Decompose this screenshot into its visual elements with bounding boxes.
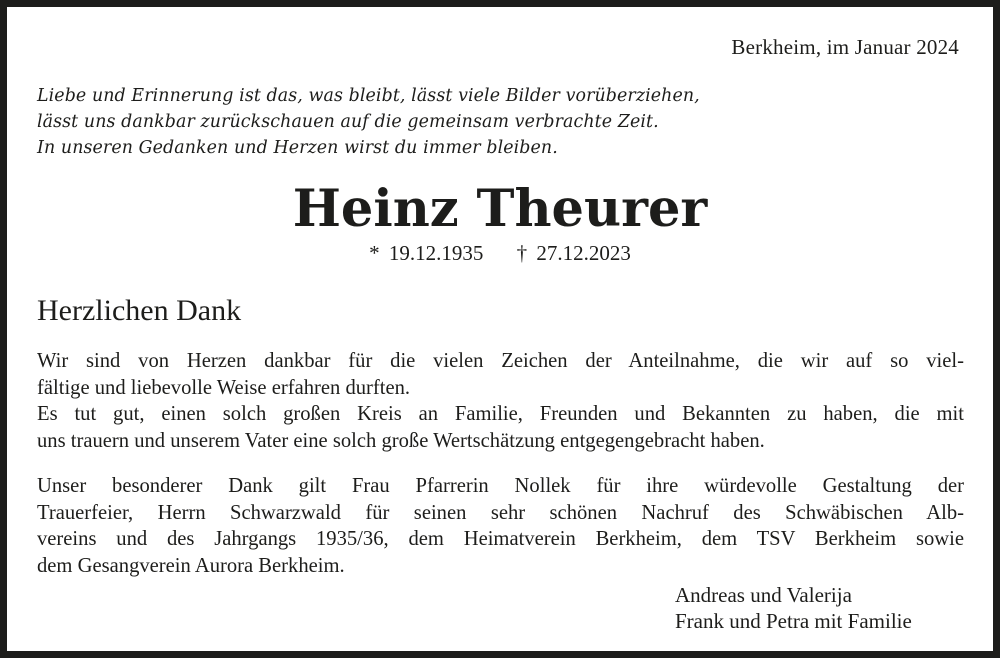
paragraph-line: Unser besonderer Dank gilt Frau Pfarrerin Nollek für ihre würdevolle Gestaltung der <box>37 475 964 497</box>
poem-line: In unseren Gedanken und Herzen wirst du immer bleiben. <box>37 138 558 158</box>
poem-line: Liebe und Erinnerung ist das, was bleibt, lässt viele Bilder vorüberziehen, <box>37 86 700 106</box>
poem-line: lässt uns dankbar zurückschauen auf die gemeinsam verbrachte Zeit. <box>37 112 659 132</box>
paragraph-line: dem Gesangverein Aurora Berkheim. <box>37 554 345 577</box>
paragraph-line: uns trauern und unserem Vater eine solch große Wertschätzung entgegengebracht haben. <box>37 429 765 452</box>
paragraph-line: Trauerfeier, Herrn Schwarzwald für seinen sehr schönen Nachruf des Schwäbischen Alb- <box>37 501 964 524</box>
thanks-heading: Herzlichen Dank <box>37 294 242 327</box>
memorial-poem <box>37 83 700 161</box>
paragraph-line: Es tut gut, einen solch großen Kreis an Familie, Freunden und Bekannten zu haben, die mit <box>37 403 964 425</box>
life-dates <box>7 241 993 266</box>
place-date: Berkheim, im Januar 2024 <box>731 35 959 59</box>
deceased-name: Heinz Theurer <box>292 179 708 239</box>
paragraph-line: fältige und liebevolle Weise erfahren durften. <box>37 376 411 399</box>
death-date: † 27.12.2023 <box>516 241 631 265</box>
paragraph-line: vereins und des Jahrgangs 1935/36, dem Heimatverein Berkheim, dem TSV Berkheim sowie <box>37 528 964 550</box>
thanks-paragraph-1 <box>37 348 964 454</box>
birth-date: * 19.12.1935 <box>369 241 484 265</box>
signature-line: Andreas und Valerija <box>675 583 852 607</box>
signature-line: Frank und Petra mit Familie <box>675 609 912 633</box>
paragraph-line: Wir sind von Herzen dankbar für die vielen Zeichen der Anteilnahme, die wir auf so viel- <box>37 350 964 372</box>
thanks-paragraph-2 <box>37 473 964 579</box>
signature-block <box>675 582 912 634</box>
